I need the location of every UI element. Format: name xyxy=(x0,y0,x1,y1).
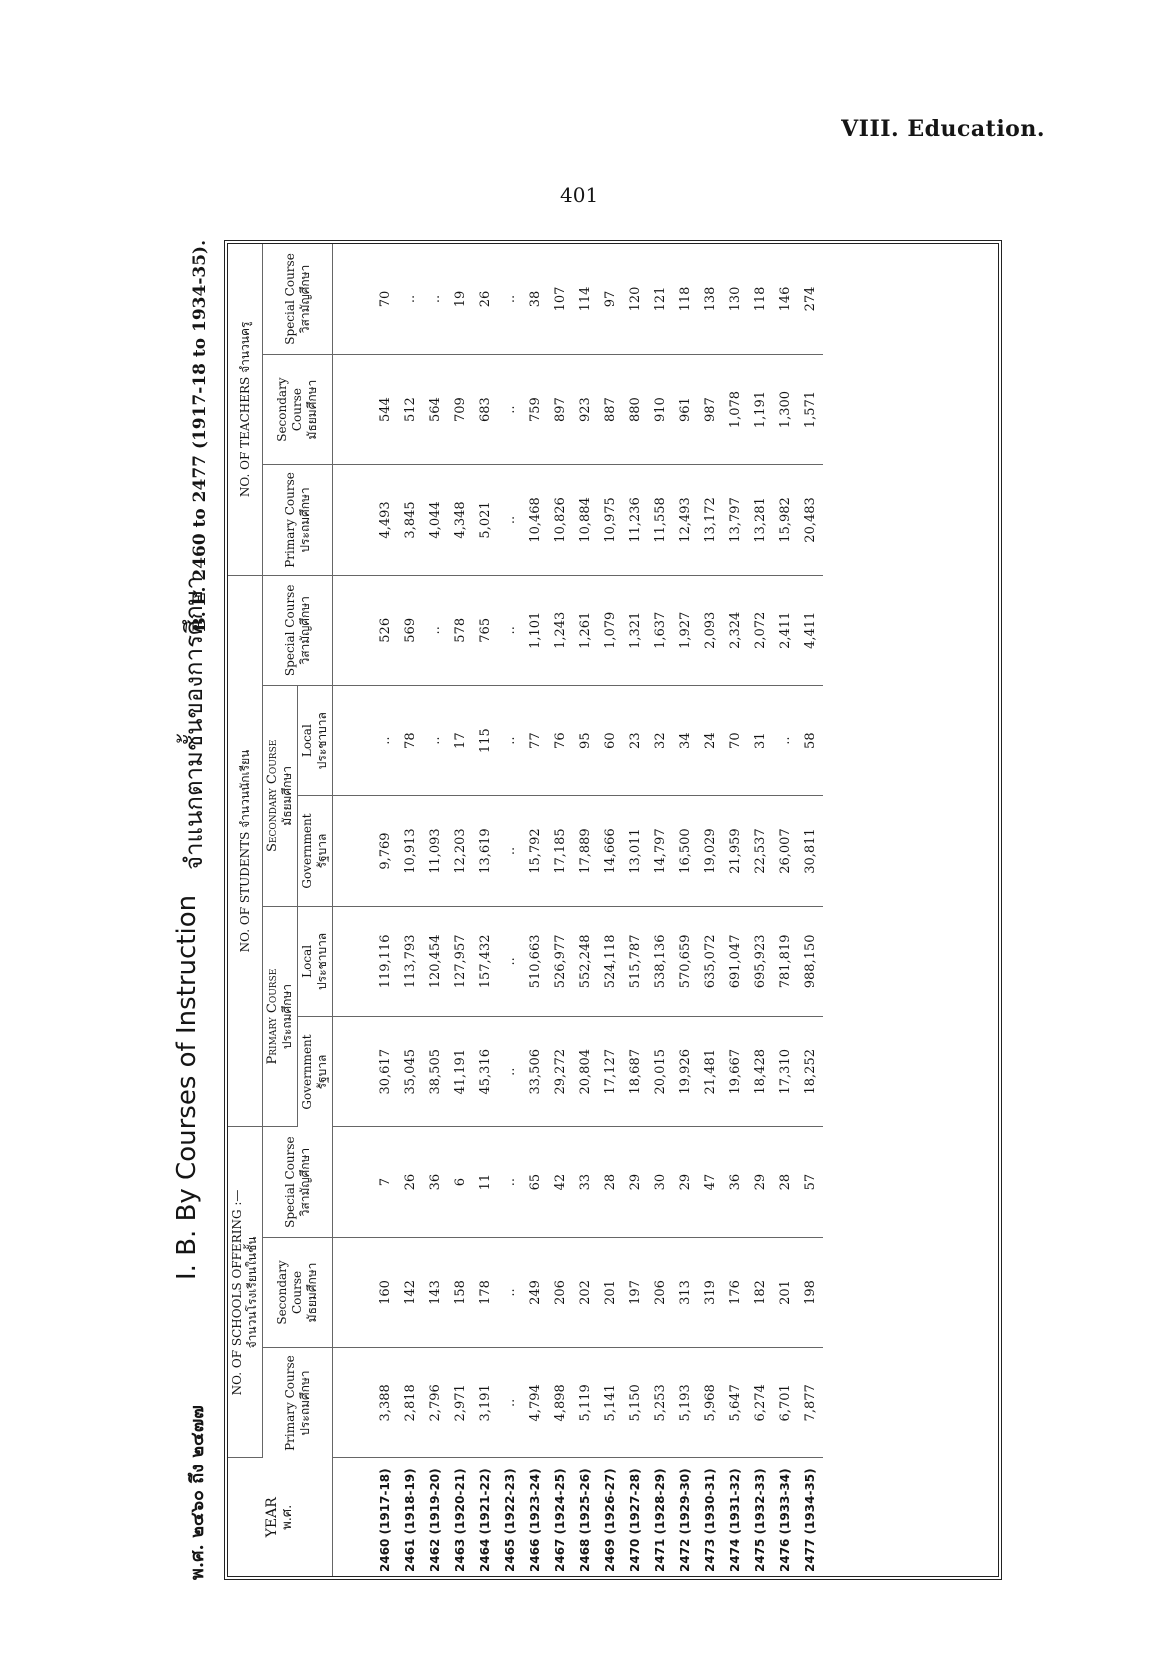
value-cell: 18,428 xyxy=(748,1017,773,1127)
table-row xyxy=(398,244,423,1576)
value-cell: 26 xyxy=(398,1127,423,1237)
table-body xyxy=(333,244,824,1576)
value-cell: 1,571 xyxy=(798,354,823,464)
value-cell: 4,348 xyxy=(448,465,473,575)
value-cell: .. xyxy=(498,465,523,575)
value-cell: 988,150 xyxy=(798,906,823,1016)
value-cell: 510,663 xyxy=(523,906,548,1016)
value-cell: 29 xyxy=(673,1127,698,1237)
value-cell: 42 xyxy=(548,1127,573,1237)
value-cell: 26 xyxy=(473,244,498,354)
table-row xyxy=(698,244,723,1576)
value-cell: 515,787 xyxy=(623,906,648,1016)
value-cell: 2,072 xyxy=(748,575,773,685)
value-cell: 13,797 xyxy=(723,465,748,575)
value-cell: 4,411 xyxy=(798,575,823,685)
year-header: YEAR พ.ศ. xyxy=(228,1458,333,1576)
value-cell: .. xyxy=(498,796,523,906)
year-cell: 2465 (1922-23) xyxy=(503,1468,517,1572)
value-cell: 20,015 xyxy=(648,1017,673,1127)
value-cell: 113,793 xyxy=(398,906,423,1016)
year-cell: 2463 (1920-21) xyxy=(453,1468,467,1572)
table-title-thai: จำแนกตามชั้นของการศึกษา xyxy=(180,575,208,870)
value-cell: 15,792 xyxy=(523,796,548,906)
value-cell: 176 xyxy=(723,1237,748,1347)
value-cell: 6,274 xyxy=(748,1348,773,1458)
value-cell: 10,884 xyxy=(573,465,598,575)
value-cell: 3,191 xyxy=(473,1348,498,1458)
value-cell: 5,119 xyxy=(573,1348,598,1458)
value-cell: 526,977 xyxy=(548,906,573,1016)
value-cell: 206 xyxy=(548,1237,573,1347)
value-cell: 95 xyxy=(573,685,598,795)
value-cell: 30,617 xyxy=(333,1017,399,1127)
value-cell: 121 xyxy=(648,244,673,354)
value-cell: 5,647 xyxy=(723,1348,748,1458)
value-cell: 20,804 xyxy=(573,1017,598,1127)
value-cell: 127,957 xyxy=(448,906,473,1016)
year-cell: 2461 (1918-19) xyxy=(403,1468,417,1572)
value-cell: 178 xyxy=(473,1237,498,1347)
value-cell: 33,506 xyxy=(523,1017,548,1127)
value-cell: 923 xyxy=(573,354,598,464)
primary-local-header: Local ประชาบาล xyxy=(298,906,333,1016)
value-cell: 1,300 xyxy=(773,354,798,464)
value-cell: .. xyxy=(398,244,423,354)
value-cell: 182 xyxy=(748,1237,773,1347)
value-cell: 19,667 xyxy=(723,1017,748,1127)
value-cell: 759 xyxy=(523,354,548,464)
value-cell: 36 xyxy=(423,1127,448,1237)
table-caption xyxy=(168,240,220,1580)
value-cell: 58 xyxy=(798,685,823,795)
value-cell: 1,191 xyxy=(748,354,773,464)
teachers-header: NO. OF TEACHERS จำนวนครู xyxy=(228,244,263,575)
schools-secondary-header: Secondary Course มัธยมศึกษา xyxy=(263,1237,333,1347)
value-cell: 1,078 xyxy=(723,354,748,464)
value-cell: 115 xyxy=(473,685,498,795)
value-cell: 6,701 xyxy=(773,1348,798,1458)
value-cell: 18,687 xyxy=(623,1017,648,1127)
year-cell: 2471 (1928-29) xyxy=(653,1468,667,1572)
education-table xyxy=(228,244,823,1576)
table-title: I. B. By Courses of Instruction xyxy=(172,894,202,1280)
table-row xyxy=(523,244,548,1576)
value-cell: 570,659 xyxy=(673,906,698,1016)
value-cell: 21,959 xyxy=(723,796,748,906)
value-cell: 13,172 xyxy=(698,465,723,575)
students-secondary-header: Secondary Course มัธยมศึกษา xyxy=(263,685,298,906)
table-row xyxy=(798,244,823,1576)
value-cell: 524,118 xyxy=(598,906,623,1016)
value-cell: 538,136 xyxy=(648,906,673,1016)
value-cell: 781,819 xyxy=(773,906,798,1016)
schools-primary-header: Primary Course ประถมศึกษา xyxy=(263,1348,333,1458)
value-cell: 4,898 xyxy=(548,1348,573,1458)
value-cell: 1,321 xyxy=(623,575,648,685)
value-cell: 160 xyxy=(333,1237,399,1347)
value-cell: 77 xyxy=(523,685,548,795)
value-cell: 118 xyxy=(673,244,698,354)
table-row xyxy=(748,244,773,1576)
value-cell: 120,454 xyxy=(423,906,448,1016)
caption-be-range-thai: พ.ศ. ๒๔๖๐ ถึง ๒๔๗๗ xyxy=(187,1405,208,1580)
table-row xyxy=(498,244,523,1576)
year-cell: 2473 (1930-31) xyxy=(703,1468,717,1572)
students-special-header: Special Course วิสามัญศึกษา xyxy=(263,575,333,685)
value-cell: 35,045 xyxy=(398,1017,423,1127)
table-row xyxy=(573,244,598,1576)
value-cell: 5,021 xyxy=(473,465,498,575)
year-cell: 2462 (1919-20) xyxy=(428,1468,442,1572)
value-cell: 2,796 xyxy=(423,1348,448,1458)
value-cell: 97 xyxy=(598,244,623,354)
table-row xyxy=(423,244,448,1576)
value-cell: 683 xyxy=(473,354,498,464)
value-cell: .. xyxy=(773,685,798,795)
value-cell: 13,011 xyxy=(623,796,648,906)
value-cell: 961 xyxy=(673,354,698,464)
value-cell: 526 xyxy=(333,575,399,685)
value-cell: .. xyxy=(498,1127,523,1237)
value-cell: 11,236 xyxy=(623,465,648,575)
value-cell: 5,253 xyxy=(648,1348,673,1458)
year-cell: 2469 (1926-27) xyxy=(603,1468,617,1572)
value-cell: .. xyxy=(498,1017,523,1127)
value-cell: 65 xyxy=(523,1127,548,1237)
value-cell: 201 xyxy=(598,1237,623,1347)
teachers-secondary-header: Secondary Course มัธยมศึกษา xyxy=(263,354,333,464)
value-cell: 70 xyxy=(333,244,399,354)
value-cell: 107 xyxy=(548,244,573,354)
value-cell: 143 xyxy=(423,1237,448,1347)
value-cell: 17,127 xyxy=(598,1017,623,1127)
value-cell: 313 xyxy=(673,1237,698,1347)
value-cell: 157,432 xyxy=(473,906,498,1016)
teachers-primary-header: Primary Course ประถมศึกษา xyxy=(263,465,333,575)
value-cell: 118 xyxy=(748,244,773,354)
section-heading: VIII. Education. xyxy=(841,116,1045,142)
value-cell: 2,324 xyxy=(723,575,748,685)
value-cell: 142 xyxy=(398,1237,423,1347)
value-cell: 31 xyxy=(748,685,773,795)
value-cell: 2,971 xyxy=(448,1348,473,1458)
value-cell: 76 xyxy=(548,685,573,795)
year-cell: 2468 (1925-26) xyxy=(578,1468,592,1572)
value-cell: 138 xyxy=(698,244,723,354)
value-cell: 564 xyxy=(423,354,448,464)
value-cell: 38,505 xyxy=(423,1017,448,1127)
value-cell: .. xyxy=(498,1237,523,1347)
value-cell: 28 xyxy=(598,1127,623,1237)
value-cell: 274 xyxy=(798,244,823,354)
table-row xyxy=(333,244,399,1576)
value-cell: 16,500 xyxy=(673,796,698,906)
students-primary-header: Primary Course ประถมศึกษา xyxy=(263,906,298,1127)
value-cell: .. xyxy=(423,685,448,795)
value-cell: .. xyxy=(498,354,523,464)
value-cell: 2,411 xyxy=(773,575,798,685)
value-cell: 19,029 xyxy=(698,796,723,906)
value-cell: 14,666 xyxy=(598,796,623,906)
value-cell: 130 xyxy=(723,244,748,354)
value-cell: 19 xyxy=(448,244,473,354)
value-cell: 3,845 xyxy=(398,465,423,575)
value-cell: 38 xyxy=(523,244,548,354)
table-row xyxy=(648,244,673,1576)
table-row xyxy=(623,244,648,1576)
value-cell: 1,927 xyxy=(673,575,698,685)
value-cell: 910 xyxy=(648,354,673,464)
value-cell: 70 xyxy=(723,685,748,795)
value-cell: 29,272 xyxy=(548,1017,573,1127)
year-cell: 2472 (1929-30) xyxy=(678,1468,692,1572)
value-cell: 10,468 xyxy=(523,465,548,575)
value-cell: 5,193 xyxy=(673,1348,698,1458)
table-frame xyxy=(224,240,1002,1580)
value-cell: 4,044 xyxy=(423,465,448,575)
value-cell: 880 xyxy=(623,354,648,464)
value-cell: 12,203 xyxy=(448,796,473,906)
value-cell: 6 xyxy=(448,1127,473,1237)
value-cell: 578 xyxy=(448,575,473,685)
value-cell: 30 xyxy=(648,1127,673,1237)
value-cell: 9,769 xyxy=(333,796,399,906)
value-cell: 28 xyxy=(773,1127,798,1237)
value-cell: 13,619 xyxy=(473,796,498,906)
value-cell: 319 xyxy=(698,1237,723,1347)
value-cell: 41,191 xyxy=(448,1017,473,1127)
value-cell: 1,079 xyxy=(598,575,623,685)
value-cell: 18,252 xyxy=(798,1017,823,1127)
value-cell: 10,975 xyxy=(598,465,623,575)
year-cell: 2474 (1931-32) xyxy=(728,1468,742,1572)
rotated-page-content xyxy=(168,200,1028,1620)
value-cell: 709 xyxy=(448,354,473,464)
value-cell: .. xyxy=(498,906,523,1016)
value-cell: 691,047 xyxy=(723,906,748,1016)
value-cell: 22,537 xyxy=(748,796,773,906)
value-cell: .. xyxy=(498,244,523,354)
value-cell: 13,281 xyxy=(748,465,773,575)
value-cell: 17,889 xyxy=(573,796,598,906)
table-row xyxy=(448,244,473,1576)
table-row xyxy=(473,244,498,1576)
value-cell: 32 xyxy=(648,685,673,795)
year-cell: 2470 (1927-28) xyxy=(628,1468,642,1572)
value-cell: .. xyxy=(333,685,399,795)
value-cell: 1,637 xyxy=(648,575,673,685)
value-cell: 29 xyxy=(623,1127,648,1237)
value-cell: 10,826 xyxy=(548,465,573,575)
value-cell: 4,493 xyxy=(333,465,399,575)
table-row xyxy=(548,244,573,1576)
students-header: NO. OF STUDENTS จำนวนนักเรียน xyxy=(228,575,263,1127)
value-cell: 897 xyxy=(548,354,573,464)
value-cell: 512 xyxy=(398,354,423,464)
value-cell: 26,007 xyxy=(773,796,798,906)
value-cell: 47 xyxy=(698,1127,723,1237)
value-cell: 3,388 xyxy=(333,1348,399,1458)
value-cell: 1,261 xyxy=(573,575,598,685)
value-cell: 4,794 xyxy=(523,1348,548,1458)
value-cell: 14,797 xyxy=(648,796,673,906)
value-cell: 34 xyxy=(673,685,698,795)
value-cell: 15,982 xyxy=(773,465,798,575)
value-cell: 552,248 xyxy=(573,906,598,1016)
value-cell: 1,101 xyxy=(523,575,548,685)
year-cell: 2467 (1924-25) xyxy=(553,1468,567,1572)
primary-government-header: Government รัฐบาล xyxy=(298,1017,333,1127)
value-cell: 45,316 xyxy=(473,1017,498,1127)
value-cell: 5,968 xyxy=(698,1348,723,1458)
value-cell: 119,116 xyxy=(333,906,399,1016)
value-cell: 1,243 xyxy=(548,575,573,685)
value-cell: 198 xyxy=(798,1237,823,1347)
value-cell: 201 xyxy=(773,1237,798,1347)
value-cell: 78 xyxy=(398,685,423,795)
value-cell: 23 xyxy=(623,685,648,795)
value-cell: 21,481 xyxy=(698,1017,723,1127)
value-cell: 2,093 xyxy=(698,575,723,685)
value-cell: 695,923 xyxy=(748,906,773,1016)
page-number: 401 xyxy=(560,183,599,207)
year-cell: 2476 (1933-34) xyxy=(778,1468,792,1572)
value-cell: 24 xyxy=(698,685,723,795)
value-cell: .. xyxy=(498,575,523,685)
year-cell: 2466 (1923-24) xyxy=(528,1468,542,1572)
value-cell: 11 xyxy=(473,1127,498,1237)
value-cell: 19,926 xyxy=(673,1017,698,1127)
value-cell: 7,877 xyxy=(798,1348,823,1458)
year-cell: 2460 (1917-18) xyxy=(378,1468,392,1572)
value-cell: 569 xyxy=(398,575,423,685)
value-cell: .. xyxy=(423,244,448,354)
value-cell: 11,093 xyxy=(423,796,448,906)
value-cell: 544 xyxy=(333,354,399,464)
value-cell: 2,818 xyxy=(398,1348,423,1458)
value-cell: 36 xyxy=(723,1127,748,1237)
table-row xyxy=(723,244,748,1576)
value-cell: 197 xyxy=(623,1237,648,1347)
value-cell: 17,310 xyxy=(773,1017,798,1127)
caption-be-range: B. E. 2460 to 2477 (1917-18 to 1934-35). xyxy=(190,240,210,632)
value-cell: 120 xyxy=(623,244,648,354)
teachers-special-header: Special Course วิสามัญศึกษา xyxy=(263,244,333,354)
value-cell: 11,558 xyxy=(648,465,673,575)
year-cell: 2464 (1921-22) xyxy=(478,1468,492,1572)
value-cell: 765 xyxy=(473,575,498,685)
value-cell: 33 xyxy=(573,1127,598,1237)
value-cell: 20,483 xyxy=(798,465,823,575)
value-cell: 202 xyxy=(573,1237,598,1347)
schools-header: NO. OF SCHOOLS OFFERING :— จำนวนโรงเรียนในชั้น xyxy=(228,1127,263,1458)
value-cell: 887 xyxy=(598,354,623,464)
secondary-local-header: Local ประชาบาล xyxy=(298,685,333,795)
value-cell: 10,913 xyxy=(398,796,423,906)
year-cell: 2477 (1934-35) xyxy=(803,1468,817,1572)
table-row xyxy=(673,244,698,1576)
year-cell: 2475 (1932-33) xyxy=(753,1468,767,1572)
value-cell: 158 xyxy=(448,1237,473,1347)
value-cell: 12,493 xyxy=(673,465,698,575)
value-cell: 57 xyxy=(798,1127,823,1237)
value-cell: .. xyxy=(498,1348,523,1458)
value-cell: 29 xyxy=(748,1127,773,1237)
value-cell: 17,185 xyxy=(548,796,573,906)
value-cell: 5,141 xyxy=(598,1348,623,1458)
value-cell: 987 xyxy=(698,354,723,464)
value-cell: 5,150 xyxy=(623,1348,648,1458)
value-cell: 30,811 xyxy=(798,796,823,906)
schools-special-header: Special Course วิสามัญศึกษา xyxy=(263,1127,333,1237)
value-cell: .. xyxy=(498,685,523,795)
table-row xyxy=(773,244,798,1576)
value-cell: 249 xyxy=(523,1237,548,1347)
value-cell: 114 xyxy=(573,244,598,354)
table-row xyxy=(598,244,623,1576)
value-cell: 146 xyxy=(773,244,798,354)
secondary-government-header: Government รัฐบาล xyxy=(298,796,333,906)
value-cell: 635,072 xyxy=(698,906,723,1016)
value-cell: 206 xyxy=(648,1237,673,1347)
value-cell: .. xyxy=(423,575,448,685)
value-cell: 60 xyxy=(598,685,623,795)
value-cell: 7 xyxy=(333,1127,399,1237)
value-cell: 17 xyxy=(448,685,473,795)
